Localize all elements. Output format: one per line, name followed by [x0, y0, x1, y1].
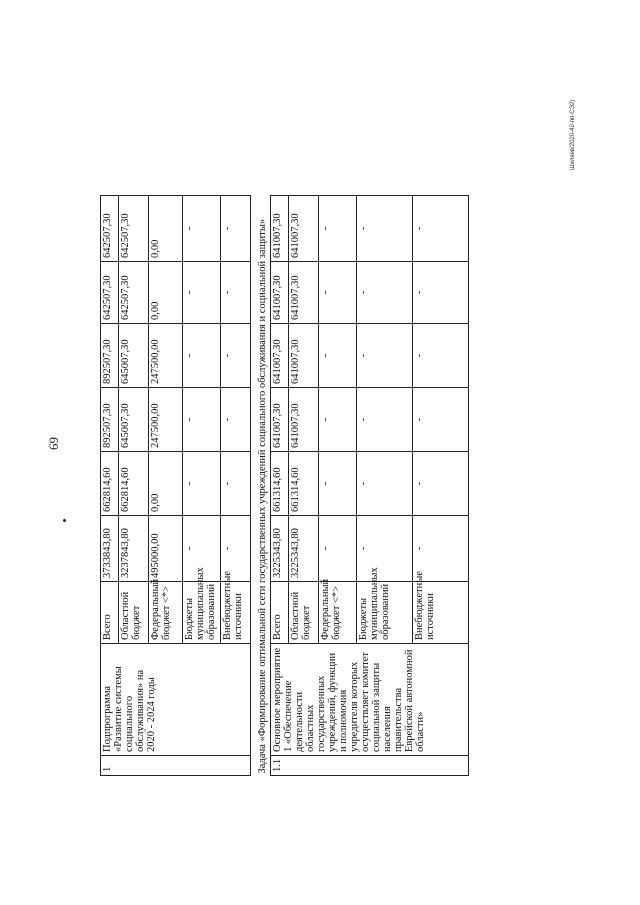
- program-name: Подпрограмма «Развитие системы социального обслуживания» на 2020 - 2024 годы: [101, 644, 251, 756]
- amount-cell: -: [357, 324, 413, 388]
- amount-cell: -: [221, 516, 251, 582]
- amount-cell: 3225343,80: [271, 516, 289, 582]
- funding-source: Всего: [271, 582, 289, 644]
- document-stamp: Шиляев/2020-42-пп-СЭ2): [570, 99, 576, 170]
- amount-cell: -: [183, 516, 221, 582]
- task-section: [251, 196, 271, 776]
- amount-cell: 3733843,80: [101, 516, 119, 582]
- amount-cell: -: [357, 516, 413, 582]
- amount-cell: -: [319, 516, 357, 582]
- amount-cell: -: [413, 262, 469, 324]
- row-number: 1: [101, 756, 251, 776]
- amount-cell: 3225343,80: [289, 516, 319, 582]
- amount-cell: 641007,30: [289, 324, 319, 388]
- amount-cell: 892507,30: [101, 388, 119, 452]
- amount-cell: -: [221, 388, 251, 452]
- measure-rows: [271, 196, 469, 776]
- amount-cell: 641007,30: [289, 262, 319, 324]
- amount-cell: 645007,30: [119, 388, 149, 452]
- amount-cell: 495000,00: [149, 516, 183, 582]
- amount-cell: 642507,30: [119, 196, 149, 262]
- amount-cell: 645007,30: [119, 324, 149, 388]
- amount-cell: -: [413, 516, 469, 582]
- amount-cell: 641007,30: [271, 262, 289, 324]
- funding-source: Внебюджетные источники: [413, 582, 469, 644]
- amount-cell: 641007,30: [271, 196, 289, 262]
- amount-cell: -: [183, 262, 221, 324]
- table-row: [271, 196, 289, 776]
- amount-cell: -: [319, 388, 357, 452]
- rotated-content: [100, 196, 436, 776]
- amount-cell: 247500,00: [149, 324, 183, 388]
- funding-source: Областной бюджет: [119, 582, 149, 644]
- dot-mark: [63, 519, 66, 522]
- amount-cell: -: [319, 452, 357, 516]
- amount-cell: -: [319, 262, 357, 324]
- amount-cell: 641007,30: [271, 388, 289, 452]
- amount-cell: -: [221, 324, 251, 388]
- amount-cell: 661314,60: [271, 452, 289, 516]
- amount-cell: -: [413, 452, 469, 516]
- amount-cell: 662814,60: [101, 452, 119, 516]
- amount-cell: -: [357, 196, 413, 262]
- funding-source: Областной бюджет: [289, 582, 319, 644]
- amount-cell: 247500,00: [149, 388, 183, 452]
- amount-cell: -: [221, 196, 251, 262]
- amount-cell: -: [183, 388, 221, 452]
- table-row: [101, 196, 119, 776]
- program-name: Основное мероприятие 1 «Обеспечение деятельности областных государственных учреждений, функции и полномочия учредителя которых осуществляет комитет социальной защиты населения правительства Еврейской автономной области»: [271, 644, 469, 756]
- amount-cell: -: [357, 452, 413, 516]
- funding-source: Внебюджетные источники: [221, 582, 251, 644]
- amount-cell: 662814,60: [119, 452, 149, 516]
- funding-source: Всего: [101, 582, 119, 644]
- amount-cell: 641007,30: [289, 196, 319, 262]
- amount-cell: -: [221, 262, 251, 324]
- amount-cell: -: [357, 388, 413, 452]
- task-row: [251, 196, 271, 776]
- funding-source: Федеральный бюджет <*>: [149, 582, 183, 644]
- task-text: Задача «Формирование оптимальной сети государственных учреждений социального обслуживания и социальной защиты»: [251, 196, 271, 776]
- amount-cell: -: [221, 452, 251, 516]
- page-number: 69: [46, 437, 61, 450]
- amount-cell: 642507,30: [101, 262, 119, 324]
- amount-cell: 892507,30: [101, 324, 119, 388]
- amount-cell: -: [183, 324, 221, 388]
- funding-source: Федеральный бюджет <*>: [319, 582, 357, 644]
- amount-cell: -: [413, 196, 469, 262]
- amount-cell: 0,00: [149, 196, 183, 262]
- amount-cell: -: [319, 324, 357, 388]
- amount-cell: -: [183, 452, 221, 516]
- amount-cell: -: [413, 324, 469, 388]
- amount-cell: 641007,30: [271, 324, 289, 388]
- budget-table: [100, 195, 469, 776]
- amount-cell: -: [413, 388, 469, 452]
- amount-cell: 0,00: [149, 262, 183, 324]
- amount-cell: 3237843,80: [119, 516, 149, 582]
- amount-cell: 641007,30: [289, 388, 319, 452]
- amount-cell: 642507,30: [119, 262, 149, 324]
- row-number: 1.1: [271, 756, 469, 776]
- amount-cell: -: [319, 196, 357, 262]
- amount-cell: -: [357, 262, 413, 324]
- amount-cell: 0,00: [149, 452, 183, 516]
- subprogram-rows: [101, 196, 251, 776]
- funding-source: Бюджеты муниципальных образований: [357, 582, 413, 644]
- funding-source: Бюджеты муниципальных образований: [183, 582, 221, 644]
- amount-cell: 642507,30: [101, 196, 119, 262]
- amount-cell: 661314,60: [289, 452, 319, 516]
- amount-cell: -: [183, 196, 221, 262]
